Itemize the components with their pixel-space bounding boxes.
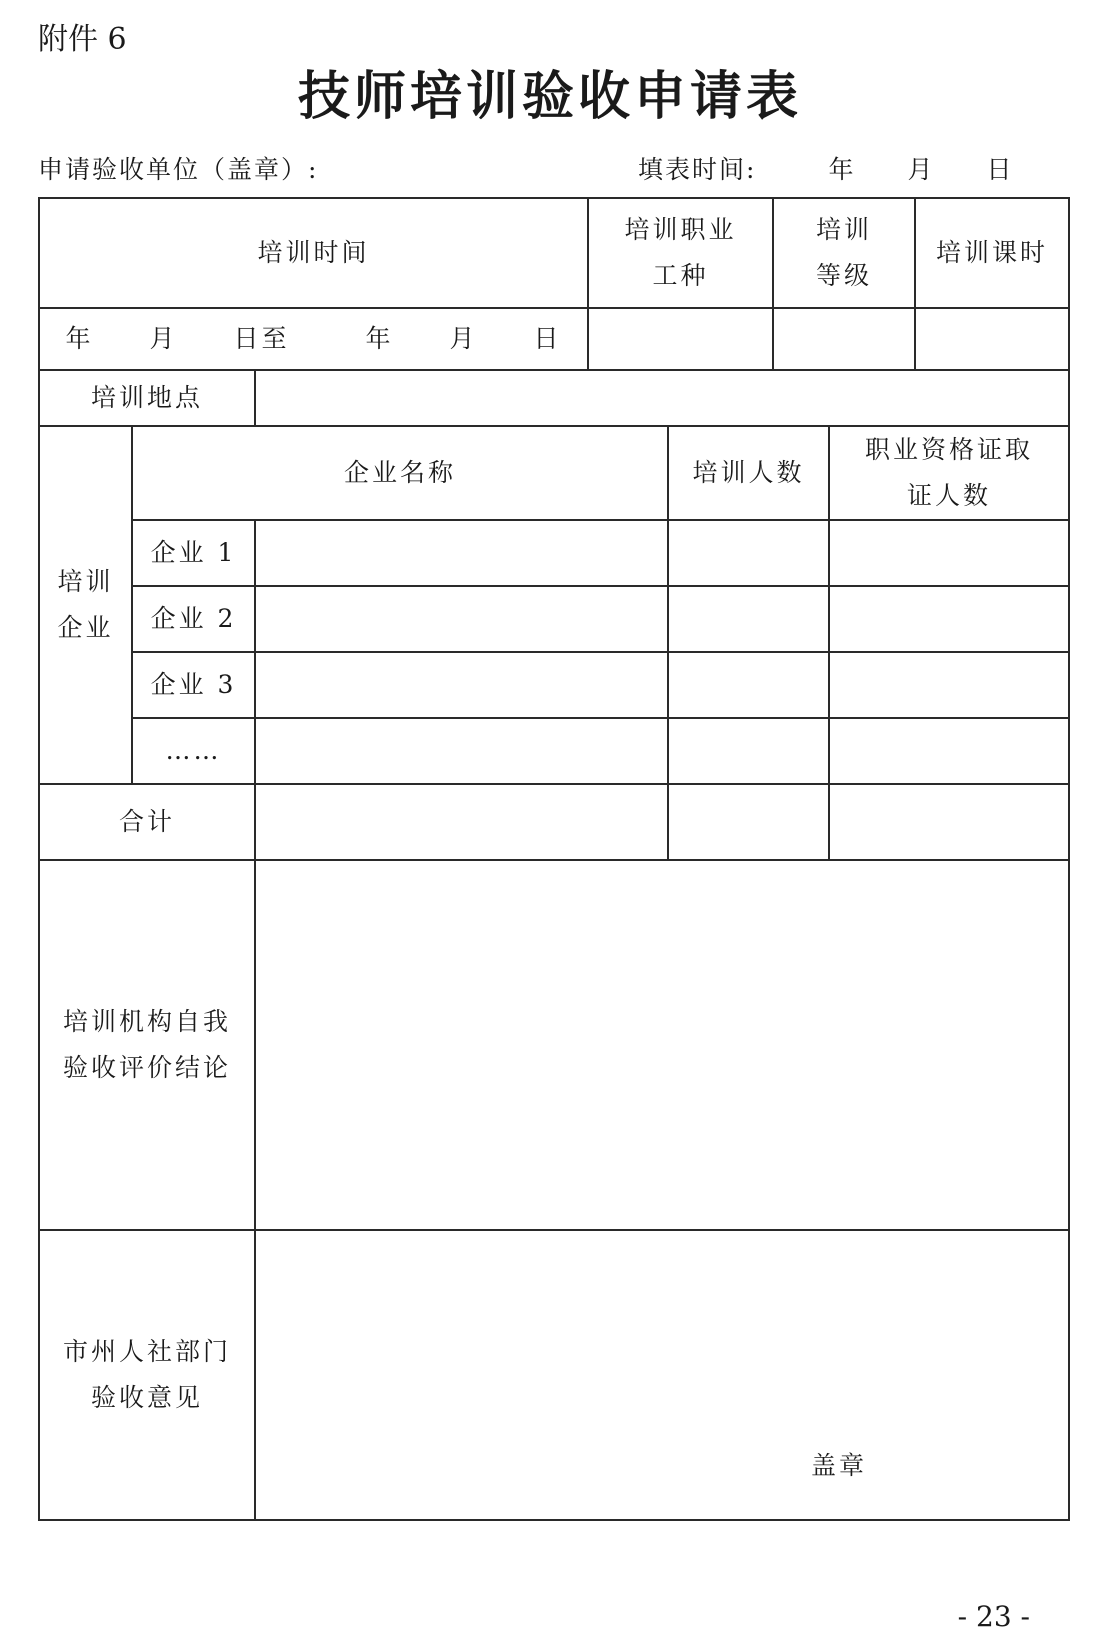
application-form-table: [38, 197, 1070, 1521]
form-title: 技师培训验收申请表: [297, 66, 802, 127]
level-cell[interactable]: [773, 308, 915, 370]
enterprise-label: ……: [132, 718, 255, 784]
date-day-to: 日至: [233, 324, 290, 353]
occupation-header-line1: 培训职业: [624, 215, 737, 244]
enterprise-group-line2: 企业: [57, 613, 114, 642]
level-header-line1: 培训: [816, 215, 873, 244]
dept-opinion-row: [39, 1230, 1069, 1520]
self-evaluation-line2: 验收评价结论: [62, 1053, 231, 1082]
table-row: [39, 520, 1069, 586]
certificate-count-cell[interactable]: [829, 586, 1069, 652]
certificate-count-cell[interactable]: [829, 652, 1069, 718]
location-label: 培训地点: [39, 370, 255, 426]
date-month: 月: [149, 324, 178, 353]
self-evaluation-line1: 培训机构自我: [62, 1007, 231, 1036]
fill-time: [638, 150, 1013, 186]
total-certificate-cell[interactable]: [829, 784, 1069, 860]
hours-cell[interactable]: [915, 308, 1069, 370]
enterprise-group-label: [39, 426, 132, 784]
enterprise-name-cell[interactable]: [255, 652, 668, 718]
fill-time-label: 填表时间:: [638, 155, 757, 184]
certificate-count-cell[interactable]: [829, 520, 1069, 586]
date-year: 年: [65, 324, 94, 353]
table-row: [39, 718, 1069, 784]
total-trainee-cell[interactable]: [668, 784, 829, 860]
table-row: [39, 586, 1069, 652]
page-number: - 23 -: [957, 1600, 1030, 1633]
fill-year: 年: [828, 155, 856, 184]
certificate-count-cell[interactable]: [829, 718, 1069, 784]
certificate-count-header: [829, 426, 1069, 520]
occupation-cell[interactable]: [588, 308, 773, 370]
occupation-header-line2: 工种: [652, 261, 709, 290]
occupation-header: [588, 198, 773, 308]
dept-opinion-line1: 市州人社部门: [62, 1337, 231, 1366]
enterprise-header-row: [39, 426, 1069, 520]
enterprise-name-header: 企业名称: [132, 426, 668, 520]
fill-month: 月: [907, 155, 935, 184]
fill-day: 日: [986, 155, 1014, 184]
self-evaluation-row: [39, 860, 1069, 1230]
trainee-count-cell[interactable]: [668, 586, 829, 652]
certificate-header-line2: 证人数: [907, 481, 992, 510]
enterprise-name-cell[interactable]: [255, 586, 668, 652]
level-header-line2: 等级: [816, 261, 873, 290]
date-day2: 日: [533, 324, 562, 353]
location-cell[interactable]: [255, 370, 1069, 426]
hours-header: 培训课时: [915, 198, 1069, 308]
enterprise-label: 企业 1: [132, 520, 255, 586]
self-evaluation-label: [39, 860, 255, 1230]
table-row: [39, 652, 1069, 718]
trainee-count-cell[interactable]: [668, 718, 829, 784]
dept-opinion-label: [39, 1230, 255, 1520]
annex-label: 附件 6: [38, 22, 127, 57]
seal-label: 盖章: [811, 1451, 868, 1480]
enterprise-name-cell[interactable]: [255, 520, 668, 586]
enterprise-label: 企业 3: [132, 652, 255, 718]
enterprise-name-cell[interactable]: [255, 718, 668, 784]
self-evaluation-cell[interactable]: [255, 860, 1069, 1230]
header-row: [39, 198, 1069, 308]
certificate-header-line1: 职业资格证取: [865, 435, 1034, 464]
location-row: [39, 370, 1069, 426]
total-label: 合计: [39, 784, 255, 860]
enterprise-group-line1: 培训: [57, 567, 114, 596]
training-date-range[interactable]: [39, 308, 588, 370]
level-header: [773, 198, 915, 308]
total-row: [39, 784, 1069, 860]
enterprise-label: 企业 2: [132, 586, 255, 652]
total-name-cell[interactable]: [255, 784, 668, 860]
date-year2: 年: [365, 324, 394, 353]
trainee-count-header: 培训人数: [668, 426, 829, 520]
training-time-header: 培训时间: [39, 198, 588, 308]
trainee-count-cell[interactable]: [668, 520, 829, 586]
dept-opinion-line2: 验收意见: [90, 1383, 203, 1412]
trainee-count-cell[interactable]: [668, 652, 829, 718]
dept-opinion-cell[interactable]: [255, 1230, 1069, 1520]
date-row: [39, 308, 1069, 370]
applicant-label: 申请验收单位（盖章）:: [38, 155, 319, 184]
date-month2: 月: [449, 324, 478, 353]
